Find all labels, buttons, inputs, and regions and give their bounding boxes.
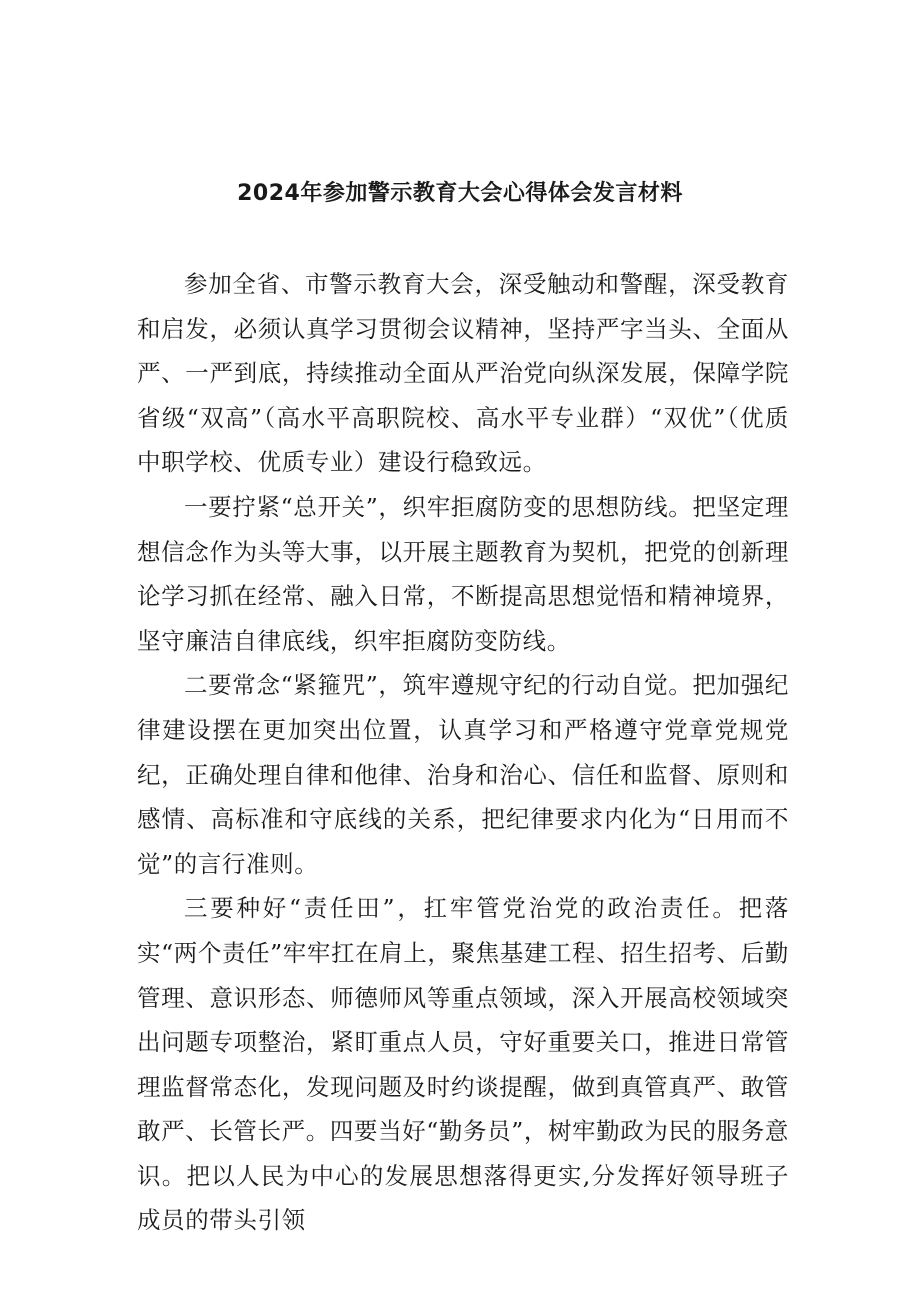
document-body [137, 262, 789, 1243]
paragraph-intro: 参加全省、市警示教育大会，深受触动和警醒，深受教育和启发，必须认真学习贯彻会议精神，坚持严字当头、全面从严、一严到底，持续推动全面从严治党向纵深发展，保障学院省级“双高”（高水平高职院校、高水平专业群）“双优”（优质中职学校、优质专业）建设行稳致远。 [137, 270, 789, 477]
document-title: 2024年参加警示教育大会心得体会发言材料 [237, 181, 683, 206]
paragraph-point-three-four: 三要种好“责任田”，扛牢管党治党的政治责任。把落实“两个责任”牢牢扛在肩上，聚焦基建工程、招生招考、后勤管理、意识形态、师德师风等重点领域，深入开展高校领域突出问题专项整治，紧盯重点人员，守好重要关口，推进日常管理监督常态化，发现问题及时约谈提醒，做到真管真严、敢管敢严、长管长严。四要当好“勤务员”，树牢勤政为民的服务意识。把以人民为中心的发展思想落得更实,分发挥好领导班子成员的带头引领 [137, 894, 789, 1235]
paragraph-point-one: 一要拧紧“总开关”，织牢拒腐防变的思想防线。把坚定理想信念作为头等大事，以开展主题教育为契机，把党的创新理论学习抓在经常、融入日常，不断提高思想觉悟和精神境界，坚守廉洁自律底线，织牢拒腐防变防线。 [137, 492, 789, 655]
paragraph-point-two: 二要常念“紧箍咒”，筑牢遵规守纪的行动自觉。把加强纪律建设摆在更加突出位置，认真学习和严格遵守党章党规党纪，正确处理自律和他律、治身和治心、信任和监督、原则和感情、高标准和守底线的关系，把纪律要求内化为“日用而不觉”的言行准则。 [137, 671, 789, 878]
